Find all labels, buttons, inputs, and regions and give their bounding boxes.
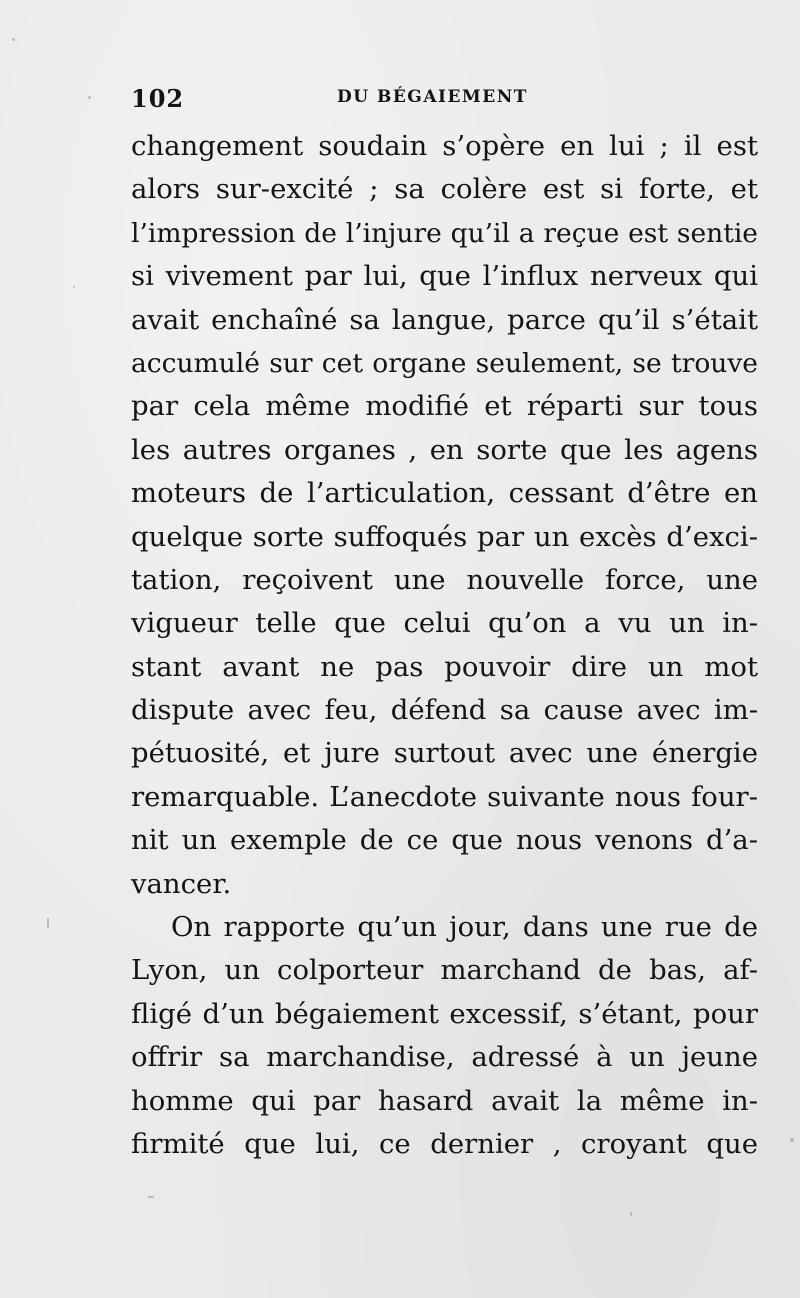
- text-line: On rapporte qu’un jour, dans une rue de: [171, 911, 758, 944]
- text-line: accumulé sur cet organe seulement, se trouve: [131, 347, 758, 379]
- text-line: tation, reçoivent une nouvelle force, une: [131, 563, 758, 596]
- text-line: Lyon, un colporteur marchand de bas, af-: [131, 954, 758, 987]
- text-line: avait enchaîné sa langue, parce qu’il s’était: [131, 303, 758, 336]
- paper-speck: [12, 38, 15, 41]
- text-line: par cela même modifié et réparti sur tous: [131, 390, 758, 423]
- text-line: les autres organes , en sorte que les agens: [131, 433, 758, 466]
- text-line: si vivement par lui, que l’influx nerveux qui: [131, 260, 758, 293]
- text-line: fligé d’un bégaiement excessif, s’étant, pour: [131, 997, 758, 1030]
- text-line: l’impression de l’injure qu’il a reçue est sentie: [131, 217, 758, 249]
- text-line: alors sur-excité ; sa colère est si forte, et: [131, 173, 758, 206]
- text-line: vigueur telle que celui qu’on a vu un in-: [131, 607, 758, 640]
- paper-speck: [790, 1138, 794, 1142]
- text-line: stant avant ne pas pouvoir dire un mot: [131, 650, 758, 683]
- text-line: vancer.: [131, 867, 232, 900]
- text-line: firmité que lui, ce dernier , croyant que: [131, 1127, 758, 1160]
- text-line: offrir sa marchandise, adressé à un jeune: [131, 1041, 758, 1074]
- text-line: nit un exemple de ce que nous venons d’a-: [131, 824, 758, 857]
- running-head: [131, 84, 751, 114]
- text-line: changement soudain s’opère en lui ; il est: [131, 130, 758, 162]
- body-text: [131, 125, 758, 1166]
- paragraph: [131, 125, 758, 906]
- running-head-title: DU BÉGAIEMENT: [337, 87, 528, 107]
- paper-speck: [47, 918, 49, 928]
- text-line: remarquable. L’anecdote suivante nous four-: [131, 780, 758, 813]
- paper-speck: [148, 1196, 154, 1198]
- page-number: 102: [131, 84, 185, 113]
- paragraph: [131, 906, 758, 1166]
- paper-speck: [73, 286, 75, 288]
- paper-speck: [630, 1212, 632, 1216]
- text-line: homme qui par hasard avait la même in-: [131, 1084, 758, 1117]
- paper-speck: [88, 96, 91, 99]
- text-line: quelque sorte suffoqués par un excès d’exci-: [131, 520, 758, 553]
- text-line: dispute avec feu, défend sa cause avec im-: [131, 694, 758, 727]
- text-line: pétuosité, et jure surtout avec une énergie: [131, 737, 758, 770]
- text-line: moteurs de l’articulation, cessant d’être en: [131, 477, 758, 510]
